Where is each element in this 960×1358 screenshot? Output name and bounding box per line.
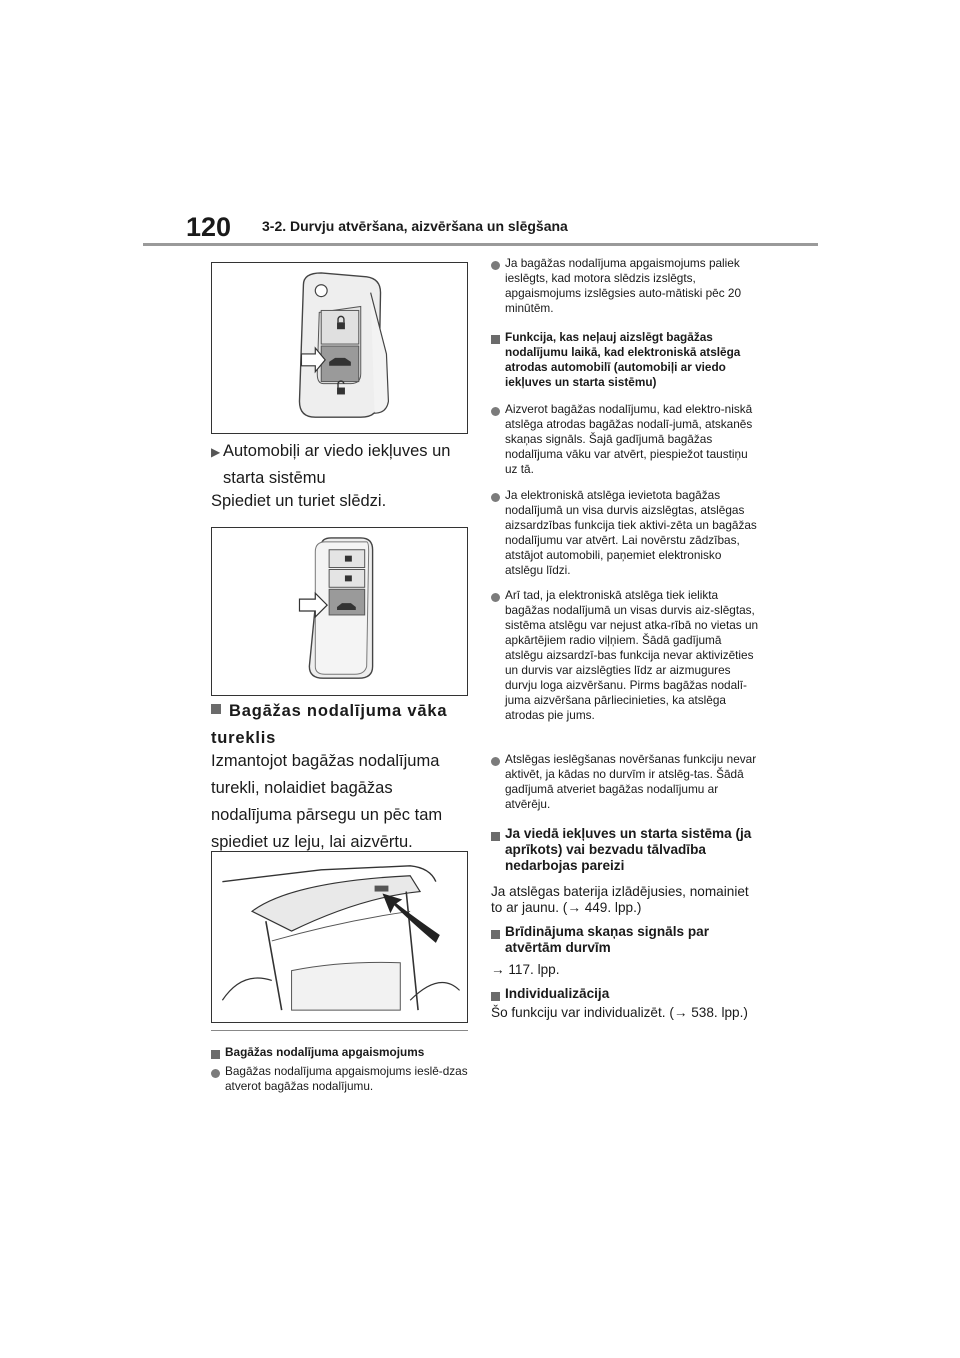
sub-heading-text: Automobiļi ar viedo iekļuves un starta sistēmu: [223, 442, 451, 487]
header-divider: [143, 243, 818, 246]
key-fob-drawing: [212, 263, 467, 433]
round-bullet-icon: [491, 593, 500, 602]
trunk-drawing: [212, 852, 467, 1022]
section-heading-text: Bagāžas nodalījuma vāka tureklis: [211, 702, 448, 747]
bullet-door-locked: [491, 752, 759, 812]
heading-text: Ja viedā iekļuves un starta sistēma (ja aprīkots) vai bezvadu tālvadība nedarbojas pareizi: [505, 826, 752, 873]
heading-text: Funkcija, kas neļauj aizslēgt bagāžas nodalījumu laikā, kad elektroniskā atslēga atrodas automobilī (automobiļi ar viedo iekļuves un starta sistēmu): [505, 330, 741, 389]
note-bullet-lighting: [211, 1064, 469, 1094]
page-number: 120: [186, 212, 232, 242]
bullet-key-not-detected: [491, 588, 759, 723]
round-bullet-icon: [211, 1069, 220, 1078]
key-fob-illustration: [211, 262, 468, 434]
bullet-text: Atslēgas ieslēgšanas novēršanas funkciju nevar aktivēt, ja kādas no durvīm ir atslēg-tas. Šādā gadījumā atveriet bagāžas nodalījumu ar atvērēju.: [505, 752, 757, 811]
instruction-press-hold: Spiediet un turiet slēdzi.: [211, 492, 387, 510]
bullet-text: Ja bagāžas nodalījuma apgaismojums paliek ieslēgts, kad motora slēdzis izslēgts, apgaismojums izslēgsies auto-mātiski pēc 20 minūtēm.: [505, 256, 742, 315]
heading-customization: [491, 986, 759, 1005]
note-bullet-text: Bagāžas nodalījuma apgaismojums ieslē-dzas atverot bagāžas nodalījumu.: [225, 1064, 468, 1093]
heading-system-malfunction: [491, 826, 759, 874]
square-bullet-icon: [491, 930, 500, 939]
para-battery-replace: Ja atslēgas baterija izlādējusies, nomainiet to ar jaunu. (→ 449. lpp.): [491, 884, 749, 915]
round-bullet-icon: [491, 407, 500, 416]
heading-lock-prevention: [491, 330, 759, 390]
heading-text: Individualizācija: [505, 986, 610, 1001]
para-page-ref: → 117. lpp.: [491, 962, 560, 977]
note-heading-lighting: [211, 1045, 471, 1063]
heading-door-alarm: [491, 924, 759, 956]
square-bullet-icon: [211, 704, 221, 714]
smart-key-illustration: [211, 527, 468, 696]
smart-key-drawing: [212, 528, 467, 695]
para-customization: Šo funkciju var individualizēt. (→ 538. lpp.): [491, 1005, 748, 1020]
note-heading-text: Bagāžas nodalījuma apgaismojums: [225, 1045, 425, 1059]
round-bullet-icon: [491, 757, 500, 766]
square-bullet-icon: [491, 335, 500, 344]
section-heading-trunk-handle: [211, 698, 471, 752]
instruction-close-trunk: Izmantojot bagāžas nodalījuma turekli, nolaidiet bagāžas nodalījuma pārsegu un pēc tam spiediet uz leju, lai aizvērtu.: [211, 752, 443, 851]
bullet-key-protection: [491, 488, 759, 578]
heading-text: Brīdinājuma skaņas signāls par atvērtām durvīm: [505, 924, 709, 955]
bullet-text: Arī tad, ja elektroniskā atslēga tiek ielikta bagāžas nodalījumā un visas durvis aiz-slēgtas, sistēma atslēgu var nejust atka-rībā no vietas un apkārtējiem radio viļņiem. Šādā gadījumā atslēgu aizsardzī-bas funkcija nevar aktivizēties un durvis var aizslēgties līdz ar aizmugures durvju loga aizvēršanu. Pirms bagāžas nodalī-juma aizvēršana pārliecinieties, ka atslēga atrodas pie jums.: [505, 588, 759, 722]
square-bullet-icon: [491, 992, 500, 1001]
trunk-handle-illustration: [211, 851, 468, 1023]
square-bullet-icon: [491, 832, 500, 841]
square-bullet-icon: [211, 1050, 220, 1059]
chapter-title: 3-2. Durvju atvēršana, aizvēršana un slēgšana: [262, 218, 568, 234]
round-bullet-icon: [491, 261, 500, 270]
arrow-right-icon: ▶: [211, 445, 221, 459]
bullet-light-auto-off: [491, 256, 759, 316]
bullet-key-buzzer: [491, 402, 759, 477]
bullet-text: Ja elektroniskā atslēga ievietota bagāžas nodalījumā un visa durvis aizslēgtas, atslēgas aizsardzības funkcija tiek aktivi-zēta un bagāžas nodalījumu var atvērt. Lai novērstu zādzības, atstājot automobili, paņemiet elektronisko atslēgu līdzi.: [505, 488, 757, 577]
round-bullet-icon: [491, 493, 500, 502]
note-divider: [211, 1030, 468, 1031]
bullet-text: Aizverot bagāžas nodalījumu, kad elektro-niskā atslēga atrodas bagāžas nodalī-jumā, atskanēs skaņas signāls. Šajā gadījumā bagāžas nodalījuma vāku var atvērt, piespiežot taustiņu uz tā.: [505, 402, 753, 476]
sub-heading: [211, 438, 471, 492]
